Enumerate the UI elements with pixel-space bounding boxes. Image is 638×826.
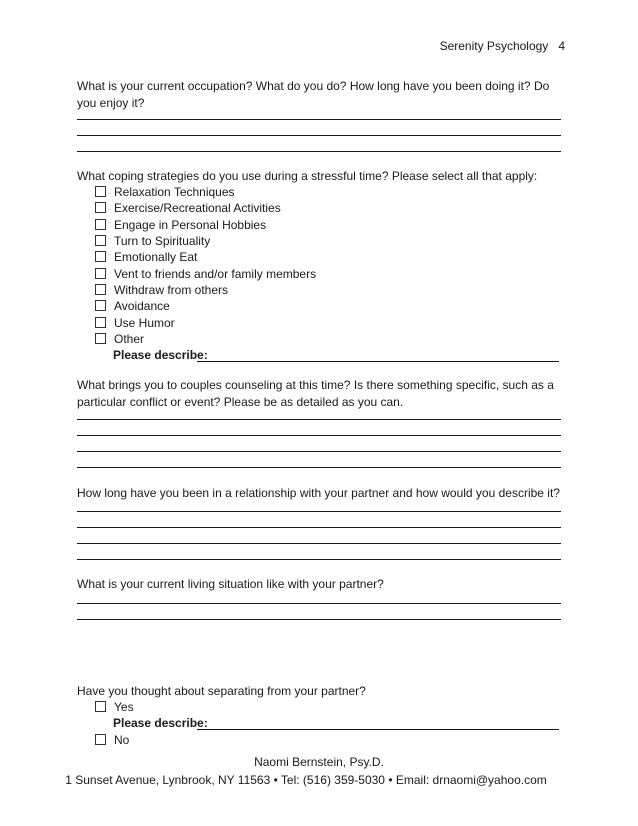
option-label: Use Humor	[114, 316, 175, 330]
answer-line[interactable]	[77, 451, 561, 452]
checkbox[interactable]	[95, 300, 106, 311]
coping-option[interactable]	[95, 217, 266, 233]
describe-input-line[interactable]	[197, 729, 559, 730]
answer-line[interactable]	[77, 119, 561, 120]
page-header	[440, 39, 565, 53]
option-label: Yes	[114, 700, 134, 714]
checkbox[interactable]	[95, 202, 106, 213]
option-label: Turn to Spirituality	[114, 234, 211, 248]
answer-line[interactable]	[77, 467, 561, 468]
option-label: Avoidance	[114, 299, 170, 313]
option-label: Other	[114, 332, 145, 346]
please-describe-label: Please describe:	[113, 348, 208, 362]
describe-input-line[interactable]	[197, 361, 559, 362]
answer-line[interactable]	[77, 511, 561, 512]
checkbox[interactable]	[95, 317, 106, 328]
coping-option[interactable]	[95, 331, 144, 347]
question-couples-counseling: What brings you to couples counseling at this time? Is there something specific, such as a particular conflict or event? Please be as detailed as you can.	[77, 378, 554, 409]
answer-line[interactable]	[77, 527, 561, 528]
coping-option[interactable]	[95, 233, 210, 249]
footer-name: Naomi Bernstein, Psy.D.	[254, 755, 384, 769]
option-label: Emotionally Eat	[114, 250, 198, 264]
option-label: Engage in Personal Hobbies	[114, 218, 267, 232]
checkbox[interactable]	[95, 235, 106, 246]
checkbox[interactable]	[95, 734, 106, 745]
question-living-situation: What is your current living situation like with your partner?	[77, 577, 384, 591]
answer-line[interactable]	[77, 135, 561, 136]
coping-option[interactable]	[95, 184, 235, 200]
option-label: Vent to friends and/or family members	[114, 267, 317, 281]
option-label: No	[114, 733, 130, 747]
checkbox[interactable]	[95, 268, 106, 279]
checkbox[interactable]	[95, 186, 106, 197]
footer-contact: 1 Sunset Avenue, Lynbrook, NY 11563 • Tel: (516) 359-5030 • Email: drnaomi@yahoo.com	[65, 773, 547, 787]
question-coping: What coping strategies do you use during a stressful time? Please select all that apply:	[77, 169, 538, 183]
answer-line[interactable]	[77, 419, 561, 420]
please-describe-label: Please describe:	[113, 716, 208, 730]
separating-option-yes[interactable]	[95, 699, 134, 715]
answer-line[interactable]	[77, 435, 561, 436]
checkbox[interactable]	[95, 333, 106, 344]
coping-option[interactable]	[95, 282, 228, 298]
question-relationship: How long have you been in a relationship with your partner and how would you describe it?	[77, 486, 560, 500]
coping-option[interactable]	[95, 266, 316, 282]
checkbox[interactable]	[95, 284, 106, 295]
practice-name: Serenity Psychology	[439, 39, 549, 53]
separating-option-no[interactable]	[95, 732, 129, 748]
answer-line[interactable]	[77, 619, 561, 620]
option-label: Exercise/Recreational Activities	[114, 201, 281, 215]
coping-option[interactable]	[95, 315, 175, 331]
answer-line[interactable]	[77, 151, 561, 152]
question-separating: Have you thought about separating from your partner?	[77, 684, 366, 698]
checkbox[interactable]	[95, 251, 106, 262]
checkbox[interactable]	[95, 219, 106, 230]
option-label: Relaxation Techniques	[114, 185, 235, 199]
answer-line[interactable]	[77, 559, 561, 560]
coping-option[interactable]	[95, 298, 170, 314]
option-label: Withdraw from others	[114, 283, 229, 297]
checkbox[interactable]	[95, 701, 106, 712]
answer-line[interactable]	[77, 603, 561, 604]
page-number: 4	[558, 39, 565, 53]
question-occupation: What is your current occupation? What do you do? How long have you been doing it? Do you enjoy it?	[77, 79, 550, 110]
coping-option[interactable]	[95, 249, 197, 265]
coping-option[interactable]	[95, 200, 281, 216]
answer-line[interactable]	[77, 543, 561, 544]
